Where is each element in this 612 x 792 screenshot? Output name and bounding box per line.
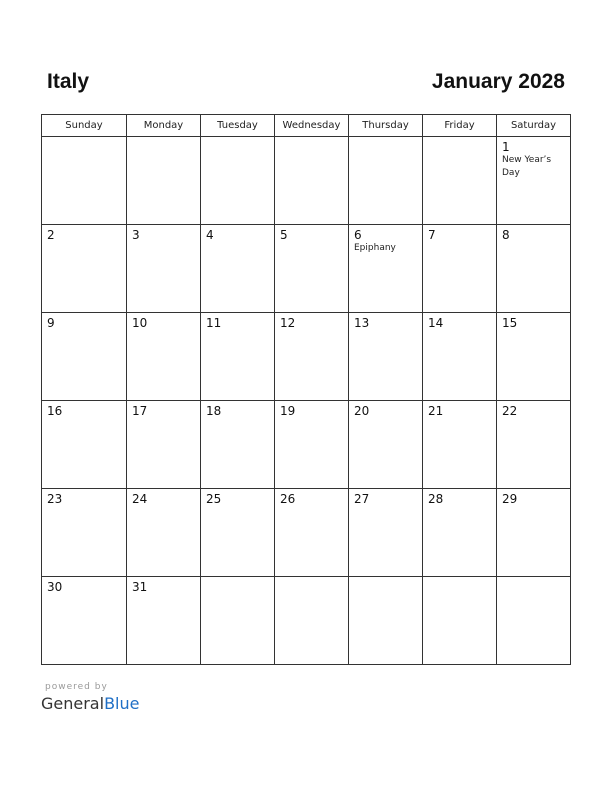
day-number: 30 — [47, 580, 63, 594]
day-number: 12 — [280, 316, 296, 330]
week-row — [42, 401, 571, 489]
day-number: 6 — [354, 228, 362, 242]
day-number: 3 — [132, 228, 140, 242]
day-number: 1 — [502, 140, 510, 154]
country-title: Italy — [47, 70, 90, 93]
day-cell — [42, 577, 127, 665]
day-cell — [275, 401, 349, 489]
day-cell — [127, 489, 201, 577]
weekday-wednesday: Wednesday — [275, 115, 349, 137]
day-cell — [42, 401, 127, 489]
day-cell — [42, 137, 127, 225]
day-cell — [349, 489, 423, 577]
weekday-tuesday: Tuesday — [201, 115, 275, 137]
day-number: 25 — [206, 492, 222, 506]
day-cell — [201, 401, 275, 489]
day-number: 11 — [206, 316, 222, 330]
day-number: 31 — [132, 580, 148, 594]
day-number: 27 — [354, 492, 370, 506]
day-cell — [349, 577, 423, 665]
day-number: 19 — [280, 404, 296, 418]
day-number: 7 — [428, 228, 436, 242]
day-number: 23 — [47, 492, 63, 506]
day-cell — [497, 225, 571, 313]
calendar-grid — [41, 114, 571, 665]
day-number: 28 — [428, 492, 444, 506]
day-cell — [423, 225, 497, 313]
day-cell — [423, 401, 497, 489]
week-row — [42, 577, 571, 665]
powered-by-label: powered by — [45, 682, 108, 692]
weekday-sunday: Sunday — [42, 115, 127, 137]
day-number: 2 — [47, 228, 55, 242]
day-number: 13 — [354, 316, 370, 330]
day-cell — [349, 313, 423, 401]
week-row — [42, 313, 571, 401]
day-number: 16 — [47, 404, 63, 418]
day-cell — [201, 577, 275, 665]
day-number: 15 — [502, 316, 518, 330]
day-number: 24 — [132, 492, 148, 506]
day-number: 29 — [502, 492, 518, 506]
weekday-header-row — [42, 115, 571, 137]
day-number: 20 — [354, 404, 370, 418]
day-cell — [201, 225, 275, 313]
day-number: 9 — [47, 316, 55, 330]
day-cell — [349, 401, 423, 489]
day-cell — [349, 225, 423, 313]
day-cell — [42, 313, 127, 401]
day-number: 8 — [502, 228, 510, 242]
day-cell — [423, 313, 497, 401]
day-cell — [275, 577, 349, 665]
day-cell — [275, 313, 349, 401]
day-cell — [127, 137, 201, 225]
day-number: 10 — [132, 316, 148, 330]
day-number: 21 — [428, 404, 444, 418]
day-cell — [497, 489, 571, 577]
day-cell — [423, 489, 497, 577]
day-cell — [42, 489, 127, 577]
holiday-label: Epiphany — [354, 243, 396, 253]
brand-name-general: General — [41, 694, 105, 713]
day-cell — [497, 577, 571, 665]
day-cell — [275, 225, 349, 313]
month-year-title: January 2028 — [431, 70, 565, 93]
day-number: 22 — [502, 404, 518, 418]
day-cell — [127, 577, 201, 665]
holiday-label: New Year’s Day — [502, 155, 552, 178]
day-cell — [127, 313, 201, 401]
weekday-saturday: Saturday — [497, 115, 571, 137]
week-row — [42, 137, 571, 225]
day-cell — [349, 137, 423, 225]
day-cell — [201, 313, 275, 401]
day-number: 26 — [280, 492, 296, 506]
day-cell — [423, 577, 497, 665]
weekday-monday: Monday — [127, 115, 201, 137]
week-row — [42, 489, 571, 577]
day-number: 18 — [206, 404, 222, 418]
brand-name-blue: Blue — [104, 694, 140, 713]
day-number: 17 — [132, 404, 148, 418]
day-cell — [423, 137, 497, 225]
day-cell — [275, 137, 349, 225]
day-cell — [201, 489, 275, 577]
day-cell — [127, 401, 201, 489]
day-cell — [497, 137, 571, 225]
generalblue-logo[interactable] — [41, 694, 139, 713]
weekday-thursday: Thursday — [349, 115, 423, 137]
day-cell — [497, 401, 571, 489]
day-cell — [42, 225, 127, 313]
day-cell — [275, 489, 349, 577]
week-row — [42, 225, 571, 313]
day-number: 14 — [428, 316, 444, 330]
day-cell — [201, 137, 275, 225]
day-cell — [127, 225, 201, 313]
weekday-friday: Friday — [423, 115, 497, 137]
day-number: 4 — [206, 228, 214, 242]
day-cell — [497, 313, 571, 401]
day-number: 5 — [280, 228, 288, 242]
